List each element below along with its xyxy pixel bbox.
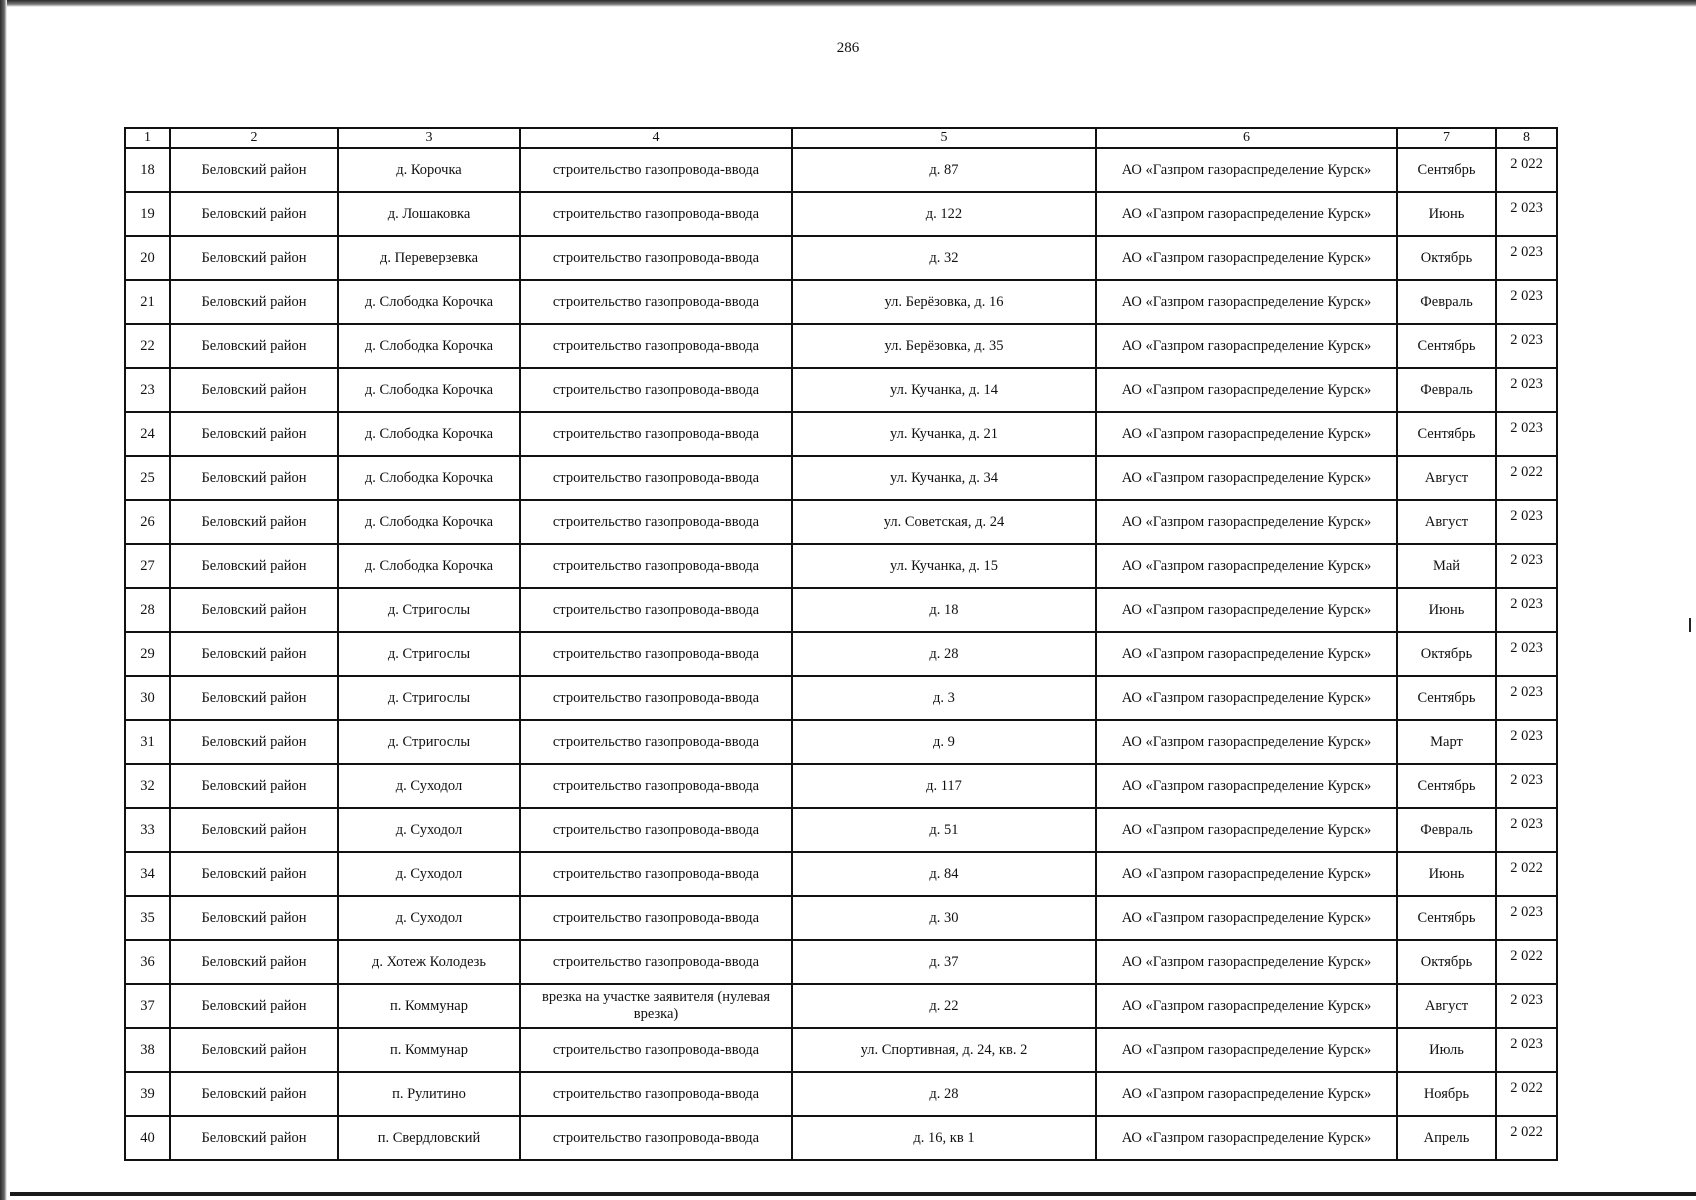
year-cell: 2 022 [1496, 1072, 1557, 1116]
table-row [125, 1028, 1557, 1072]
header-row [125, 128, 1557, 148]
row-number-cell: 18 [125, 148, 170, 192]
row-number-cell: 32 [125, 764, 170, 808]
table-row [125, 280, 1557, 324]
table-row [125, 456, 1557, 500]
year-cell: 2 023 [1496, 808, 1557, 852]
address-cell: д. 3 [792, 676, 1096, 720]
year-cell: 2 023 [1496, 588, 1557, 632]
organization-cell: АО «Газпром газораспределение Курск» [1096, 500, 1397, 544]
organization-cell: АО «Газпром газораспределение Курск» [1096, 808, 1397, 852]
organization-cell: АО «Газпром газораспределение Курск» [1096, 852, 1397, 896]
district-cell: Беловский район [170, 148, 338, 192]
table-row [125, 720, 1557, 764]
month-cell: Июль [1397, 1028, 1496, 1072]
work-type-cell: строительство газопровода-ввода [520, 764, 792, 808]
district-cell: Беловский район [170, 720, 338, 764]
district-cell: Беловский район [170, 808, 338, 852]
year-cell: 2 023 [1496, 280, 1557, 324]
month-cell: Октябрь [1397, 632, 1496, 676]
table-row [125, 148, 1557, 192]
settlement-cell: д. Стригослы [338, 676, 520, 720]
district-cell: Беловский район [170, 412, 338, 456]
row-number-cell: 24 [125, 412, 170, 456]
month-cell: Август [1397, 500, 1496, 544]
address-cell: д. 117 [792, 764, 1096, 808]
table-row [125, 1116, 1557, 1160]
table-row [125, 676, 1557, 720]
organization-cell: АО «Газпром газораспределение Курск» [1096, 324, 1397, 368]
year-cell: 2 022 [1496, 1116, 1557, 1160]
organization-cell: АО «Газпром газораспределение Курск» [1096, 1116, 1397, 1160]
row-number-cell: 38 [125, 1028, 170, 1072]
district-cell: Беловский район [170, 1072, 338, 1116]
organization-cell: АО «Газпром газораспределение Курск» [1096, 368, 1397, 412]
address-cell: ул. Кучанка, д. 34 [792, 456, 1096, 500]
address-cell: д. 122 [792, 192, 1096, 236]
column-header-3: 3 [338, 128, 520, 148]
settlement-cell: д. Суходол [338, 764, 520, 808]
month-cell: Ноябрь [1397, 1072, 1496, 1116]
district-cell: Беловский район [170, 324, 338, 368]
settlement-cell: д. Слободка Корочка [338, 368, 520, 412]
organization-cell: АО «Газпром газораспределение Курск» [1096, 236, 1397, 280]
row-number-cell: 35 [125, 896, 170, 940]
month-cell: Октябрь [1397, 940, 1496, 984]
scan-mark [1689, 618, 1691, 632]
column-header-5: 5 [792, 128, 1096, 148]
district-cell: Беловский район [170, 676, 338, 720]
month-cell: Октябрь [1397, 236, 1496, 280]
scan-edge-left [0, 0, 7, 1200]
district-cell: Беловский район [170, 192, 338, 236]
settlement-cell: п. Свердловский [338, 1116, 520, 1160]
month-cell: Сентябрь [1397, 676, 1496, 720]
address-cell: д. 28 [792, 1072, 1096, 1116]
address-cell: ул. Спортивная, д. 24, кв. 2 [792, 1028, 1096, 1072]
work-type-cell: строительство газопровода-ввода [520, 808, 792, 852]
row-number-cell: 27 [125, 544, 170, 588]
district-cell: Беловский район [170, 280, 338, 324]
settlement-cell: д. Суходол [338, 808, 520, 852]
scan-edge-top [0, 0, 1696, 7]
month-cell: Февраль [1397, 280, 1496, 324]
address-cell: д. 22 [792, 984, 1096, 1028]
row-number-cell: 26 [125, 500, 170, 544]
work-type-cell: строительство газопровода-ввода [520, 720, 792, 764]
year-cell: 2 023 [1496, 412, 1557, 456]
district-cell: Беловский район [170, 236, 338, 280]
row-number-cell: 37 [125, 984, 170, 1028]
address-cell: ул. Кучанка, д. 21 [792, 412, 1096, 456]
settlement-cell: д. Слободка Корочка [338, 412, 520, 456]
work-type-cell: врезка на участке заявителя (нулевая врезка) [520, 984, 792, 1028]
table-row [125, 940, 1557, 984]
organization-cell: АО «Газпром газораспределение Курск» [1096, 544, 1397, 588]
settlement-cell: д. Слободка Корочка [338, 544, 520, 588]
organization-cell: АО «Газпром газораспределение Курск» [1096, 588, 1397, 632]
work-type-cell: строительство газопровода-ввода [520, 500, 792, 544]
district-cell: Беловский район [170, 896, 338, 940]
settlement-cell: д. Слободка Корочка [338, 456, 520, 500]
table-row [125, 984, 1557, 1028]
year-cell: 2 023 [1496, 324, 1557, 368]
district-cell: Беловский район [170, 1028, 338, 1072]
table-row [125, 368, 1557, 412]
month-cell: Август [1397, 456, 1496, 500]
year-cell: 2 022 [1496, 456, 1557, 500]
work-type-cell: строительство газопровода-ввода [520, 324, 792, 368]
page-number: 286 [836, 40, 860, 56]
organization-cell: АО «Газпром газораспределение Курск» [1096, 940, 1397, 984]
column-header-4: 4 [520, 128, 792, 148]
settlement-cell: п. Коммунар [338, 1028, 520, 1072]
month-cell: Август [1397, 984, 1496, 1028]
year-cell: 2 023 [1496, 236, 1557, 280]
settlement-cell: д. Слободка Корочка [338, 500, 520, 544]
table-row [125, 192, 1557, 236]
month-cell: Сентябрь [1397, 148, 1496, 192]
table-row [125, 236, 1557, 280]
table-row [125, 500, 1557, 544]
organization-cell: АО «Газпром газораспределение Курск» [1096, 896, 1397, 940]
settlement-cell: д. Переверзевка [338, 236, 520, 280]
month-cell: Апрель [1397, 1116, 1496, 1160]
district-cell: Беловский район [170, 940, 338, 984]
settlement-cell: д. Стригослы [338, 720, 520, 764]
table-row [125, 324, 1557, 368]
year-cell: 2 022 [1496, 148, 1557, 192]
organization-cell: АО «Газпром газораспределение Курск» [1096, 148, 1397, 192]
row-number-cell: 25 [125, 456, 170, 500]
district-cell: Беловский район [170, 500, 338, 544]
district-cell: Беловский район [170, 456, 338, 500]
month-cell: Июнь [1397, 852, 1496, 896]
row-number-cell: 21 [125, 280, 170, 324]
year-cell: 2 022 [1496, 852, 1557, 896]
month-cell: Март [1397, 720, 1496, 764]
work-type-cell: строительство газопровода-ввода [520, 676, 792, 720]
address-cell: ул. Берёзовка, д. 35 [792, 324, 1096, 368]
settlement-cell: д. Корочка [338, 148, 520, 192]
settlement-cell: п. Коммунар [338, 984, 520, 1028]
table-row [125, 412, 1557, 456]
row-number-cell: 28 [125, 588, 170, 632]
work-type-cell: строительство газопровода-ввода [520, 148, 792, 192]
settlement-cell: д. Хотеж Колодезь [338, 940, 520, 984]
month-cell: Февраль [1397, 808, 1496, 852]
address-cell: д. 32 [792, 236, 1096, 280]
work-type-cell: строительство газопровода-ввода [520, 940, 792, 984]
table-row [125, 852, 1557, 896]
address-cell: д. 87 [792, 148, 1096, 192]
work-type-cell: строительство газопровода-ввода [520, 544, 792, 588]
row-number-cell: 34 [125, 852, 170, 896]
gas-connection-table [124, 127, 1558, 1161]
row-number-cell: 36 [125, 940, 170, 984]
organization-cell: АО «Газпром газораспределение Курск» [1096, 192, 1397, 236]
table-row [125, 632, 1557, 676]
district-cell: Беловский район [170, 1116, 338, 1160]
row-number-cell: 20 [125, 236, 170, 280]
settlement-cell: д. Стригослы [338, 632, 520, 676]
settlement-cell: д. Стригослы [338, 588, 520, 632]
organization-cell: АО «Газпром газораспределение Курск» [1096, 632, 1397, 676]
work-type-cell: строительство газопровода-ввода [520, 1072, 792, 1116]
column-header-8: 8 [1496, 128, 1557, 148]
work-type-cell: строительство газопровода-ввода [520, 1028, 792, 1072]
column-header-7: 7 [1397, 128, 1496, 148]
month-cell: Сентябрь [1397, 764, 1496, 808]
organization-cell: АО «Газпром газораспределение Курск» [1096, 1028, 1397, 1072]
district-cell: Беловский район [170, 984, 338, 1028]
address-cell: д. 18 [792, 588, 1096, 632]
table-row [125, 544, 1557, 588]
year-cell: 2 023 [1496, 368, 1557, 412]
year-cell: 2 023 [1496, 896, 1557, 940]
settlement-cell: д. Слободка Корочка [338, 280, 520, 324]
row-number-cell: 39 [125, 1072, 170, 1116]
column-header-2: 2 [170, 128, 338, 148]
work-type-cell: строительство газопровода-ввода [520, 896, 792, 940]
year-cell: 2 023 [1496, 500, 1557, 544]
table-row [125, 1072, 1557, 1116]
address-cell: ул. Кучанка, д. 15 [792, 544, 1096, 588]
settlement-cell: д. Лошаковка [338, 192, 520, 236]
work-type-cell: строительство газопровода-ввода [520, 368, 792, 412]
settlement-cell: д. Суходол [338, 852, 520, 896]
address-cell: д. 16, кв 1 [792, 1116, 1096, 1160]
table-row [125, 808, 1557, 852]
year-cell: 2 023 [1496, 1028, 1557, 1072]
address-cell: д. 37 [792, 940, 1096, 984]
organization-cell: АО «Газпром газораспределение Курск» [1096, 280, 1397, 324]
scan-edge-bottom [10, 1192, 1696, 1196]
row-number-cell: 33 [125, 808, 170, 852]
year-cell: 2 023 [1496, 192, 1557, 236]
table-row [125, 764, 1557, 808]
address-cell: ул. Кучанка, д. 14 [792, 368, 1096, 412]
table-body [125, 148, 1557, 1160]
month-cell: Июнь [1397, 588, 1496, 632]
address-cell: д. 84 [792, 852, 1096, 896]
address-cell: д. 28 [792, 632, 1096, 676]
work-type-cell: строительство газопровода-ввода [520, 236, 792, 280]
row-number-cell: 31 [125, 720, 170, 764]
year-cell: 2 023 [1496, 764, 1557, 808]
settlement-cell: п. Рулитино [338, 1072, 520, 1116]
year-cell: 2 023 [1496, 544, 1557, 588]
address-cell: ул. Советская, д. 24 [792, 500, 1096, 544]
organization-cell: АО «Газпром газораспределение Курск» [1096, 412, 1397, 456]
address-cell: д. 30 [792, 896, 1096, 940]
column-header-1: 1 [125, 128, 170, 148]
district-cell: Беловский район [170, 632, 338, 676]
work-type-cell: строительство газопровода-ввода [520, 192, 792, 236]
work-type-cell: строительство газопровода-ввода [520, 456, 792, 500]
month-cell: Сентябрь [1397, 896, 1496, 940]
organization-cell: АО «Газпром газораспределение Курск» [1096, 764, 1397, 808]
table-row [125, 588, 1557, 632]
work-type-cell: строительство газопровода-ввода [520, 1116, 792, 1160]
work-type-cell: строительство газопровода-ввода [520, 280, 792, 324]
year-cell: 2 023 [1496, 984, 1557, 1028]
organization-cell: АО «Газпром газораспределение Курск» [1096, 1072, 1397, 1116]
address-cell: д. 51 [792, 808, 1096, 852]
work-type-cell: строительство газопровода-ввода [520, 412, 792, 456]
year-cell: 2 023 [1496, 676, 1557, 720]
organization-cell: АО «Газпром газораспределение Курск» [1096, 984, 1397, 1028]
table-row [125, 896, 1557, 940]
district-cell: Беловский район [170, 588, 338, 632]
district-cell: Беловский район [170, 544, 338, 588]
address-cell: ул. Берёзовка, д. 16 [792, 280, 1096, 324]
address-cell: д. 9 [792, 720, 1096, 764]
month-cell: Май [1397, 544, 1496, 588]
row-number-cell: 40 [125, 1116, 170, 1160]
row-number-cell: 23 [125, 368, 170, 412]
district-cell: Беловский район [170, 368, 338, 412]
district-cell: Беловский район [170, 764, 338, 808]
organization-cell: АО «Газпром газораспределение Курск» [1096, 456, 1397, 500]
row-number-cell: 22 [125, 324, 170, 368]
organization-cell: АО «Газпром газораспределение Курск» [1096, 676, 1397, 720]
year-cell: 2 023 [1496, 720, 1557, 764]
work-type-cell: строительство газопровода-ввода [520, 588, 792, 632]
month-cell: Июнь [1397, 192, 1496, 236]
settlement-cell: д. Слободка Корочка [338, 324, 520, 368]
month-cell: Сентябрь [1397, 324, 1496, 368]
year-cell: 2 022 [1496, 940, 1557, 984]
month-cell: Сентябрь [1397, 412, 1496, 456]
work-type-cell: строительство газопровода-ввода [520, 632, 792, 676]
row-number-cell: 29 [125, 632, 170, 676]
row-number-cell: 19 [125, 192, 170, 236]
year-cell: 2 023 [1496, 632, 1557, 676]
work-type-cell: строительство газопровода-ввода [520, 852, 792, 896]
settlement-cell: д. Суходол [338, 896, 520, 940]
column-header-6: 6 [1096, 128, 1397, 148]
row-number-cell: 30 [125, 676, 170, 720]
organization-cell: АО «Газпром газораспределение Курск» [1096, 720, 1397, 764]
month-cell: Февраль [1397, 368, 1496, 412]
district-cell: Беловский район [170, 852, 338, 896]
